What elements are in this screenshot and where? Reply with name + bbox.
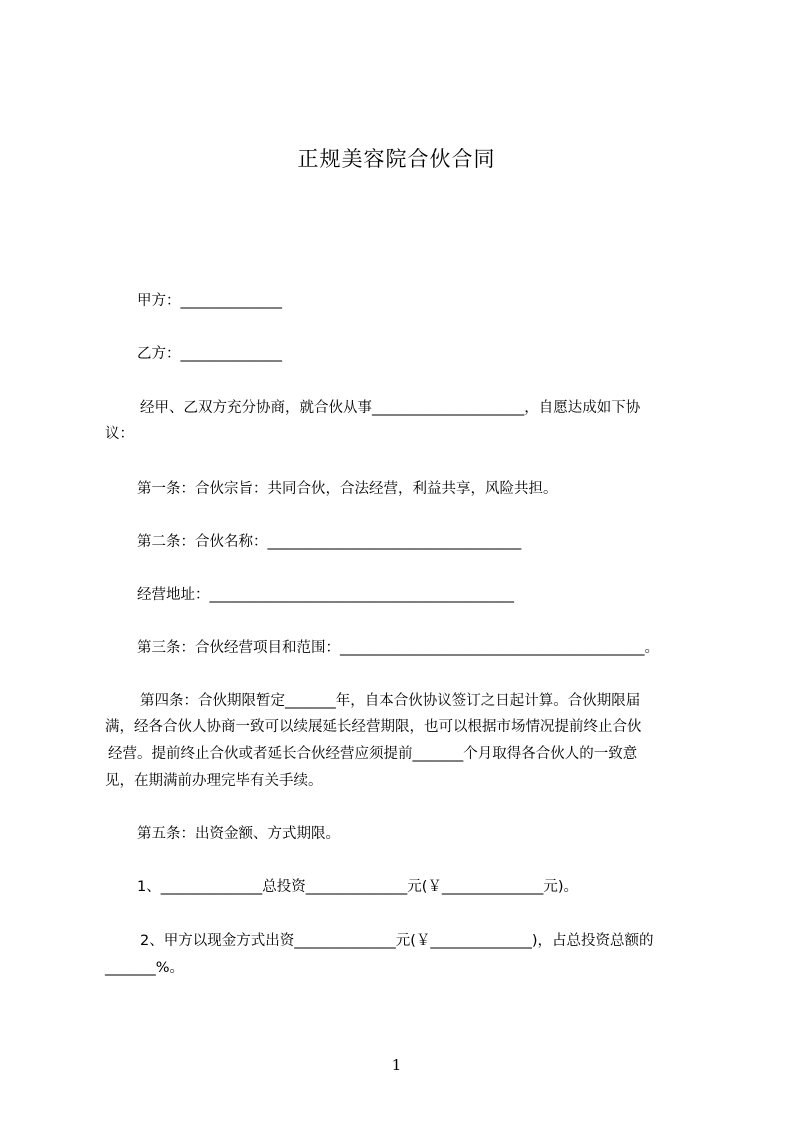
article-4-line-4: 见，在期满前办理完毕有关手续。 xyxy=(105,773,323,789)
intro-line-2: 议： xyxy=(105,426,134,442)
page-number: 1 xyxy=(391,1056,402,1074)
article-4-line-2: 满，经各合伙人协商一致可以续展延长经营期限，也可以根据市场情况提前终止合伙 xyxy=(105,719,642,735)
article-4-line-3: 经营。提前终止合伙或者延长合伙经营应须提前_______个月取得各合伙人的一致意 xyxy=(108,746,638,762)
document-title: 正规美容院合伙合同 xyxy=(297,147,496,171)
business-address-line: 经营地址：__________________________________________ xyxy=(137,587,514,603)
article-4-line-1: 第四条：合伙期限暂定_______年，自本合伙协议签订之日起计算。合伙期限届 xyxy=(140,693,641,709)
party-a-line: 甲方：______________ xyxy=(137,293,282,309)
investment-item-2-line-2: _______%。 xyxy=(105,960,185,976)
investment-item-2-line-1: 2、甲方以现金方式出资______________元(￥______________)，占总投资总额的 xyxy=(140,933,654,949)
party-b-line: 乙方：______________ xyxy=(137,346,282,362)
article-5: 第五条：出资金额、方式期限。 xyxy=(137,826,340,842)
article-1: 第一条：合伙宗旨：共同合伙，合法经营，利益共享，风险共担。 xyxy=(137,481,558,497)
article-2: 第二条：合伙名称：___________________________________ xyxy=(137,534,522,550)
intro-line-1: 经甲、乙双方充分协商，就合伙从事_____________________，自愿达成如下协 xyxy=(140,400,641,416)
article-3: 第三条：合伙经营项目和范围：__________________________________________。 xyxy=(137,640,659,656)
investment-item-1: 1、______________总投资______________元(￥______________元)。 xyxy=(137,879,579,895)
